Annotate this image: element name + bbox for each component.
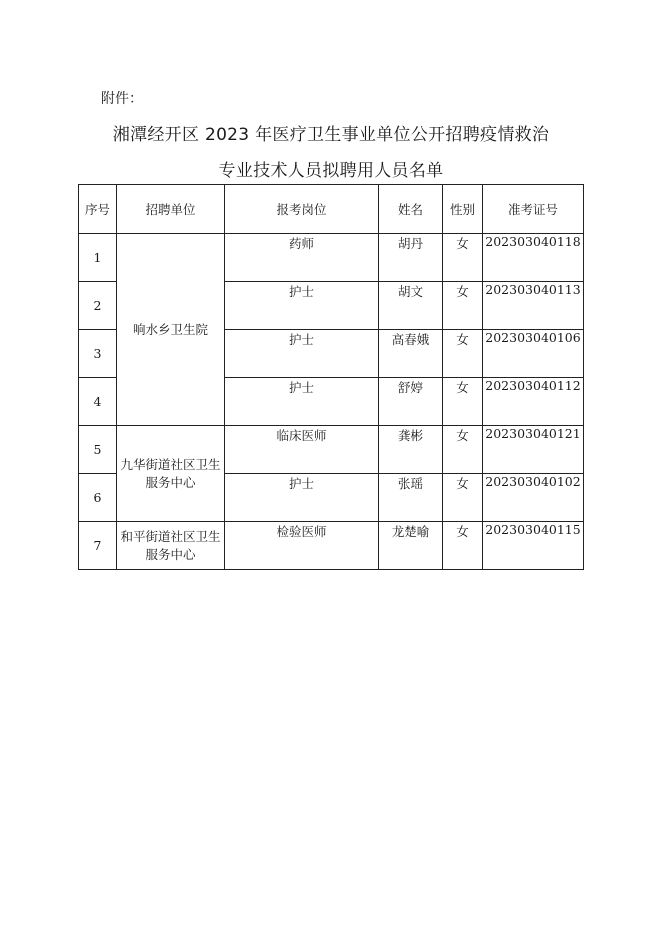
cell-post: 检验医师 [225, 522, 379, 570]
cell-post: 护士 [225, 330, 379, 378]
cell-no: 7 [79, 522, 117, 570]
hire-list-table [78, 184, 584, 570]
cell-gender: 女 [443, 234, 483, 282]
table-row [79, 234, 584, 282]
col-header-unit: 招聘单位 [117, 185, 225, 234]
cell-name: 张瑶 [379, 474, 443, 522]
cell-no: 4 [79, 378, 117, 426]
cell-unit: 响水乡卫生院 [117, 234, 225, 426]
cell-no: 1 [79, 234, 117, 282]
cell-exam-id: 202303040113 [483, 282, 584, 330]
cell-no: 3 [79, 330, 117, 378]
cell-gender: 女 [443, 282, 483, 330]
cell-gender: 女 [443, 522, 483, 570]
cell-post: 护士 [225, 378, 379, 426]
cell-name: 龚彬 [379, 426, 443, 474]
col-header-no: 序号 [79, 185, 117, 234]
cell-gender: 女 [443, 426, 483, 474]
cell-post: 护士 [225, 474, 379, 522]
cell-gender: 女 [443, 330, 483, 378]
cell-gender: 女 [443, 474, 483, 522]
cell-exam-id: 202303040115 [483, 522, 584, 570]
table-row [79, 426, 584, 474]
cell-gender: 女 [443, 378, 483, 426]
cell-name: 舒婷 [379, 378, 443, 426]
cell-post: 护士 [225, 282, 379, 330]
cell-name: 龙楚喻 [379, 522, 443, 570]
cell-unit: 和平街道社区卫生服务中心 [117, 522, 225, 570]
cell-exam-id: 202303040112 [483, 378, 584, 426]
cell-exam-id: 202303040118 [483, 234, 584, 282]
document-title-line1: 湘潭经开区 2023 年医疗卫生事业单位公开招聘疫情救治 [112, 125, 550, 145]
cell-no: 5 [79, 426, 117, 474]
cell-name: 胡文 [379, 282, 443, 330]
cell-exam-id: 202303040102 [483, 474, 584, 522]
cell-name: 高春娥 [379, 330, 443, 378]
cell-unit: 九华街道社区卫生服务中心 [117, 426, 225, 522]
col-header-post: 报考岗位 [225, 185, 379, 234]
col-header-exam-id: 准考证号 [483, 185, 584, 234]
cell-exam-id: 202303040121 [483, 426, 584, 474]
cell-post: 药师 [225, 234, 379, 282]
cell-no: 6 [79, 474, 117, 522]
cell-exam-id: 202303040106 [483, 330, 584, 378]
cell-name: 胡丹 [379, 234, 443, 282]
attachment-label: 附件： [101, 91, 143, 107]
col-header-gender: 性别 [443, 185, 483, 234]
table-row [79, 522, 584, 570]
cell-no: 2 [79, 282, 117, 330]
cell-post: 临床医师 [225, 426, 379, 474]
col-header-name: 姓名 [379, 185, 443, 234]
document-title-line2: 专业技术人员拟聘用人员名单 [218, 161, 444, 181]
table-header-row [79, 185, 584, 234]
